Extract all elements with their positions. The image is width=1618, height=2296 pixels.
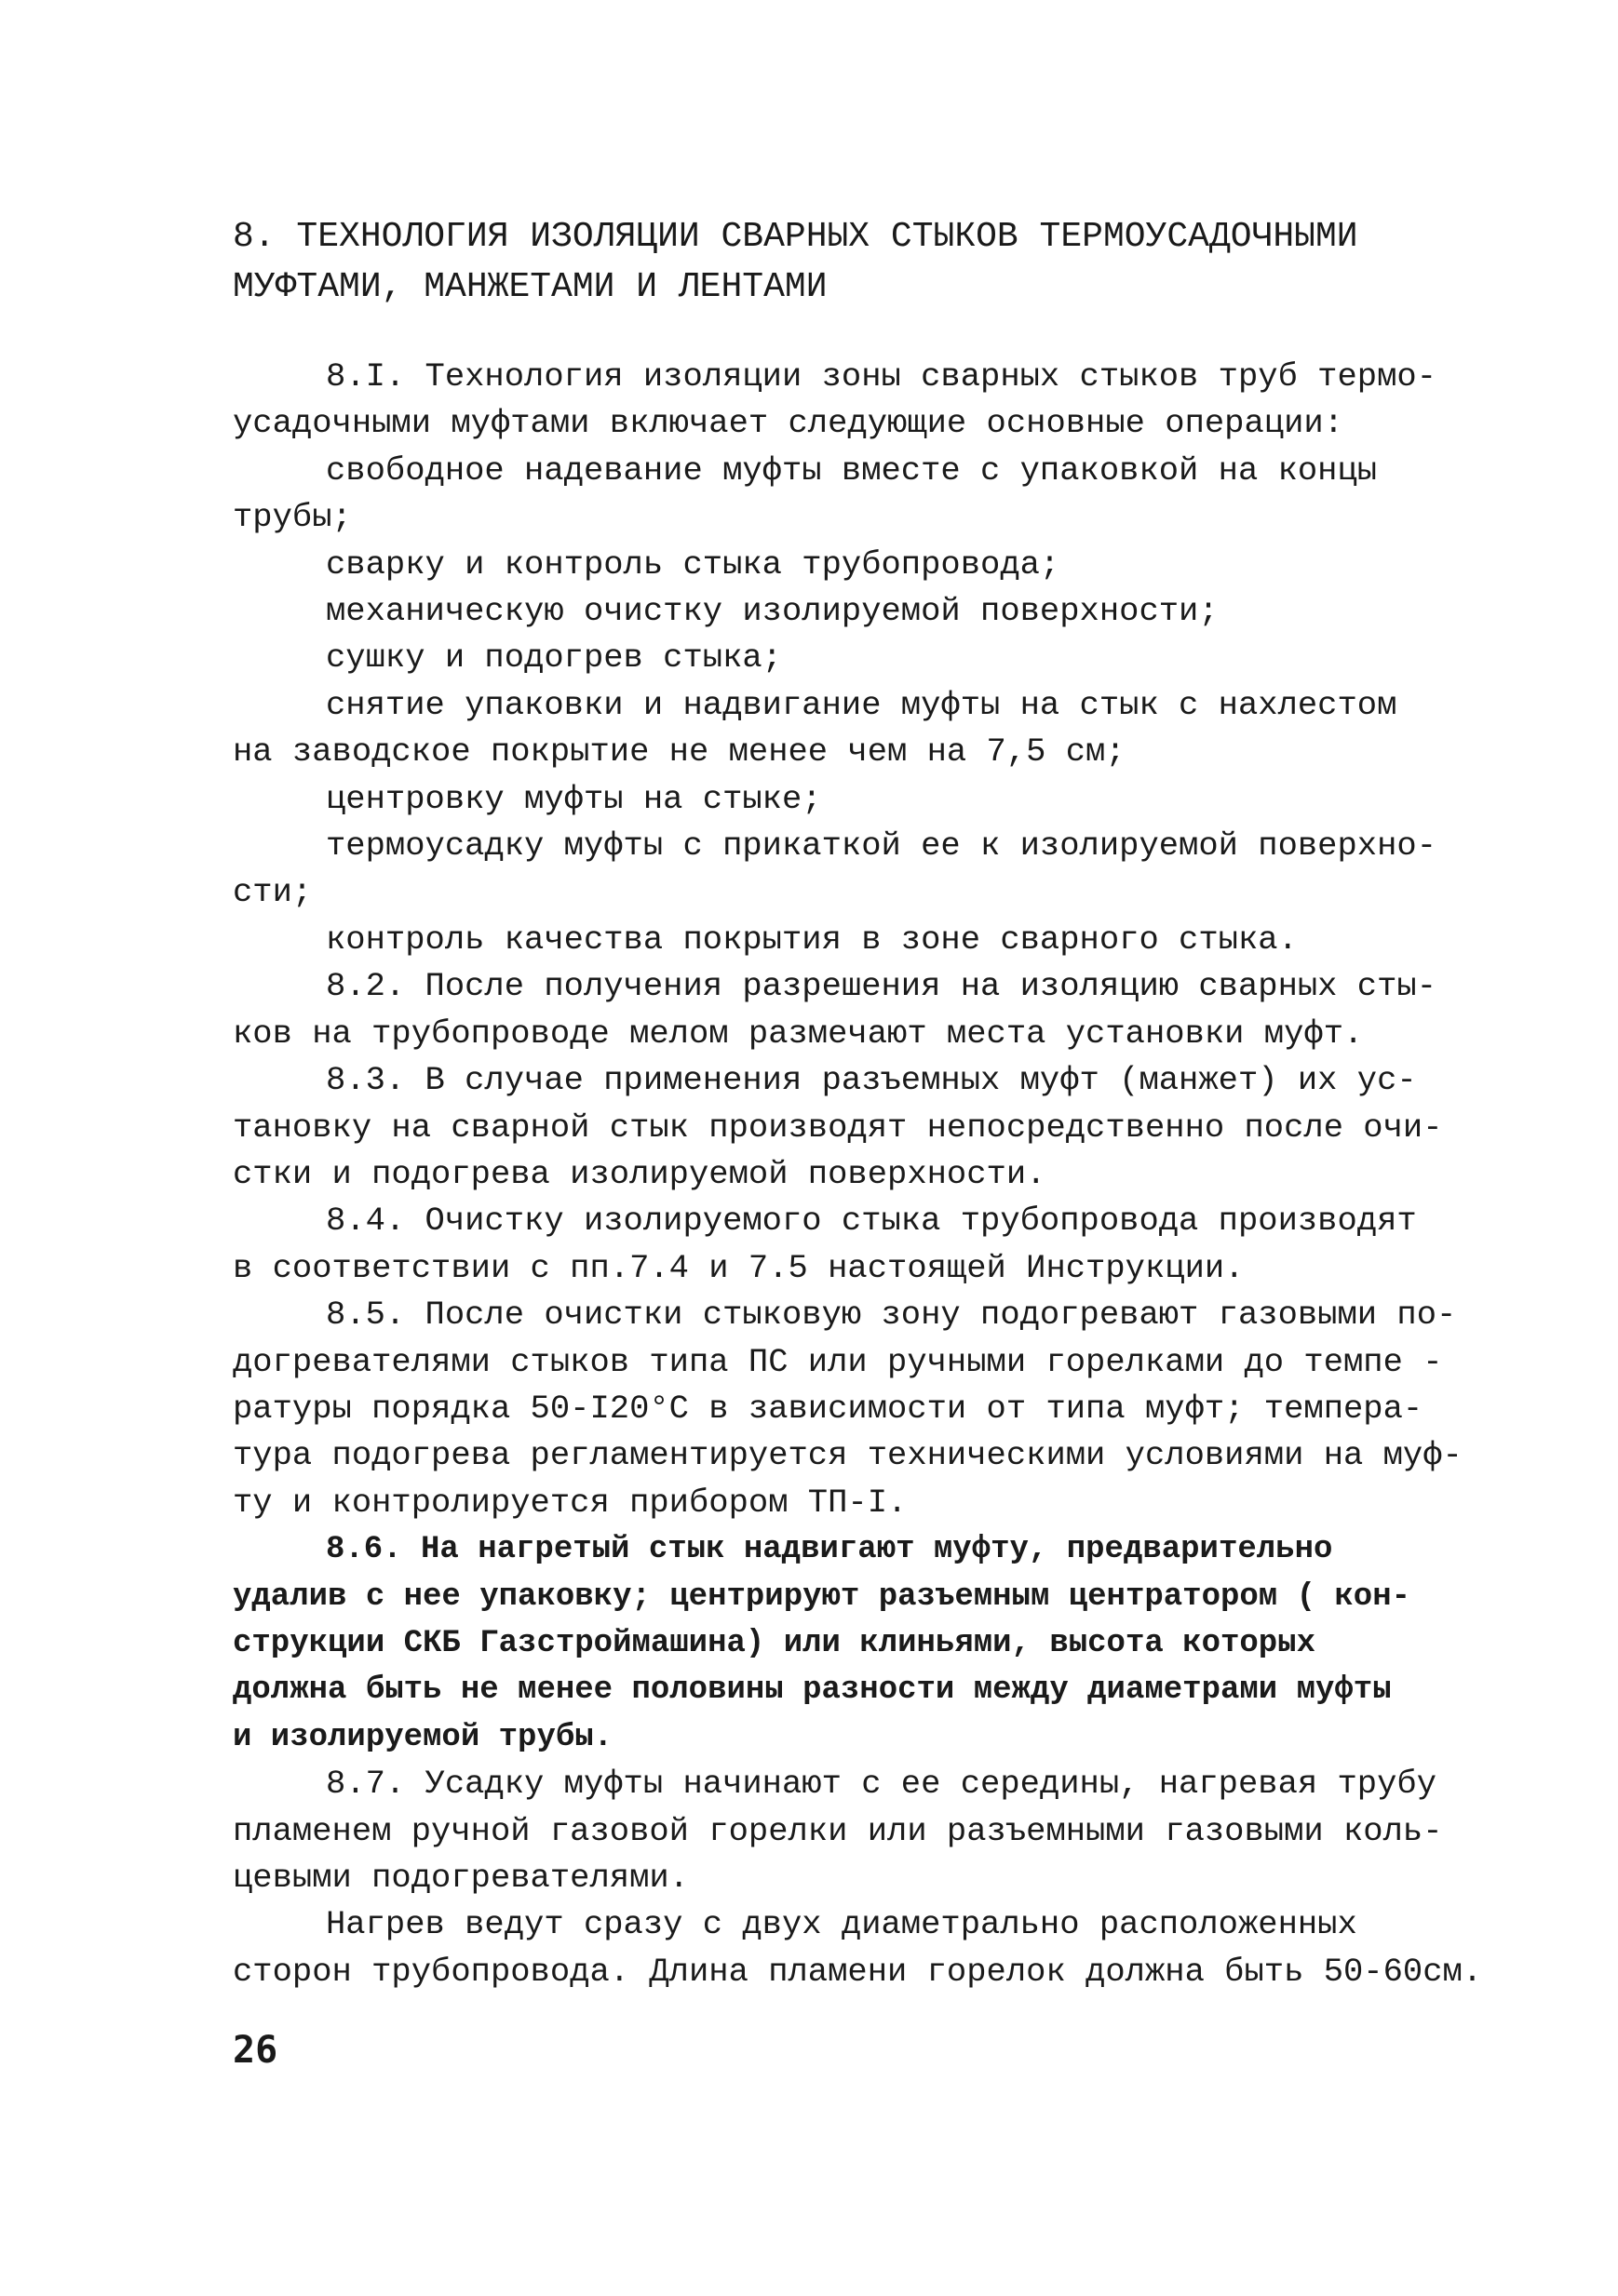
text-line: 8.3. В случае применения разъемных муфт (манжет) их ус- [326,1061,1417,1100]
text-line: сварку и контроль стыка трубопровода; [326,544,1060,584]
text-line: термоусадку муфты с прикаткой ее к изолируемой поверхно- [326,826,1436,866]
text-line: 8.6. На нагретый стык надвигают муфту, предварительно [326,1532,1333,1568]
text-line: трубы; [233,498,352,537]
text-line: 8.I. Технология изоляции зоны сварных стыков труб термо- [326,357,1436,396]
text-line: свободное надевание муфты вместе с упаковкой на концы [326,450,1378,490]
text-line: сушку и подогрев стыка; [326,638,782,678]
text-line: в соответствии с пп.7.4 и 7.5 настоящей Инструкции. [233,1248,1245,1287]
section-title-line-2: МУФТАМИ, МАНЖЕТАМИ И ЛЕНТАМИ [233,267,828,307]
text-line: ту и контролируется прибором ТП-I. [233,1483,908,1522]
text-line: центровку муфты на стыке; [326,779,822,818]
section-title [233,212,1443,313]
section-title-line-1: 8. ТЕХНОЛОГИЯ ИЗОЛЯЦИИ СВАРНЫХ СТЫКОВ ТЕРМОУСАДОЧНЫМИ [233,217,1358,257]
text-line: должна быть не менее половины разности между диаметрами муфты [233,1672,1392,1709]
page-number: 26 [233,2029,278,2072]
text-line: на заводское покрытие не менее чем на 7,5 см; [233,732,1126,772]
text-line: тура подогрева регламентируется техническими условиями на муф- [233,1436,1463,1475]
text-line: пламенем ручной газовой горелки или разъемными газовыми коль- [233,1811,1443,1850]
text-line: усадочными муфтами включает следующие основные операции: [233,404,1343,443]
text-line: сторон трубопровода. Длина пламени горелок должна быть 50-60см. [233,1952,1483,1991]
text-line: тановку на сварной стык производят непосредственно после очи- [233,1108,1443,1147]
text-line: струкции СКБ Газстроймашина) или клиньями, высота которых [233,1625,1315,1661]
body-text [233,354,1483,1995]
text-line: цевыми подогревателями. [233,1859,689,1897]
text-line: Нагрев ведут сразу с двух диаметрально расположенных [326,1905,1357,1944]
text-line: сти; [233,873,313,912]
text-line: 8.2. После получения разрешения на изоляцию сварных сты- [326,967,1436,1006]
text-line: стки и подогрева изолируемой поверхности. [233,1154,1046,1193]
text-line: удалив с нее упаковку; центрируют разъемным центратором ( кон- [233,1578,1411,1615]
text-line: 8.5. После очистки стыковую зону подогревают газовыми по- [326,1296,1457,1335]
text-line: снятие упаковки и надвигание муфты на стык с нахлестом [326,685,1397,724]
text-line: контроль качества покрытия в зоне сварного стыка. [326,920,1298,959]
text-line: ков на трубопроводе мелом размечают места установки муфт. [233,1014,1364,1053]
text-line: ратуры порядка 50-I20°С в зависимости от типа муфт; темпера- [233,1389,1423,1428]
text-line: 8.7. Усадку муфты начинают с ее середины, нагревая трубу [326,1765,1436,1804]
text-line: догревателями стыков типа ПС или ручными горелками до темпе - [233,1342,1443,1381]
text-line: 8.4. Очистку изолируемого стыка трубопровода производят [326,1202,1417,1241]
text-line: механическую очистку изолируемой поверхности; [326,592,1219,631]
text-line: и изолируемой трубы. [233,1719,613,1755]
